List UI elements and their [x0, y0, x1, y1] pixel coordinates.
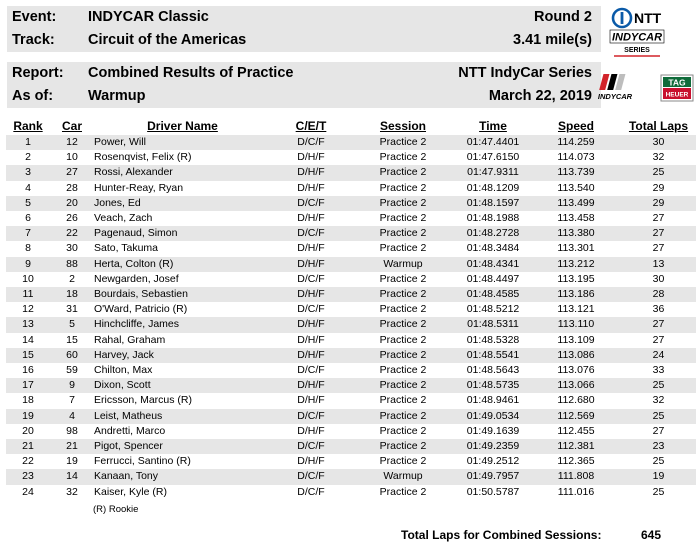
cell-driver: Rossi, Alexander	[94, 165, 271, 180]
cell-speed: 113.458	[557, 212, 595, 225]
cell-cet: D/H/F	[271, 348, 351, 363]
cell-rank: 20	[22, 424, 34, 437]
results-table	[6, 117, 696, 500]
cell-rank: 1	[6, 135, 50, 150]
cell-laps: 28	[621, 287, 696, 302]
cell-rank: 16	[22, 364, 34, 377]
report-name: Combined Results of Practice	[88, 65, 294, 81]
cell-rank: 10	[22, 272, 34, 285]
cell-driver: Hinchcliffe, James	[94, 317, 271, 332]
cell-speed: 113.195	[557, 272, 595, 285]
cell-rank: 18	[22, 394, 34, 407]
ntt-logo-text: NTT	[634, 10, 662, 26]
cell-car: 15	[66, 333, 78, 346]
cell-car: 10	[66, 151, 78, 164]
cell-car: 32	[66, 485, 78, 498]
cell-session: Practice 2	[351, 348, 455, 363]
cell-rank: 14	[22, 333, 34, 346]
cell-speed: 113.066	[531, 378, 621, 393]
cell-time: 01:47.6150	[466, 151, 520, 164]
results-body	[6, 135, 696, 500]
cell-rank: 17	[6, 378, 50, 393]
cell-laps: 19	[621, 469, 696, 484]
cell-rank: 11	[6, 287, 50, 302]
cell-session: Practice 2	[379, 242, 427, 255]
cell-cet: D/H/F	[271, 287, 351, 302]
cell-cet: D/C/F	[271, 439, 351, 454]
cell-laps: 25	[621, 165, 696, 180]
cell-laps: 13	[621, 257, 696, 272]
cell-rank: 2	[25, 151, 31, 164]
cell-car: 18	[50, 287, 94, 302]
cell-time: 01:48.5541	[455, 348, 531, 363]
cell-time: 01:48.1597	[455, 196, 531, 211]
cell-driver: Pigot, Spencer	[94, 439, 271, 454]
cell-cet: D/H/F	[297, 242, 325, 255]
indycar-small-logo	[596, 72, 634, 102]
series-name: NTT IndyCar Series	[458, 65, 592, 81]
cell-time: 01:48.5212	[466, 303, 520, 316]
cell-session: Practice 2	[379, 455, 427, 468]
table-row	[6, 241, 696, 256]
asof-value: Warmup	[88, 88, 146, 104]
round: Round 2	[534, 9, 592, 25]
cell-cet: D/H/F	[297, 424, 325, 437]
cell-driver: O'Ward, Patricio (R)	[94, 303, 188, 316]
table-row	[6, 196, 696, 211]
cell-driver: Dixon, Scott	[94, 378, 271, 393]
cell-cet: D/H/F	[271, 165, 351, 180]
cell-laps: 27	[621, 317, 696, 332]
cell-rank: 3	[6, 165, 50, 180]
event-name: INDYCAR Classic	[88, 9, 209, 25]
cell-laps: 25	[621, 409, 696, 424]
cell-cet: D/H/F	[297, 151, 325, 164]
table-row	[6, 363, 696, 378]
cell-laps: 25	[621, 378, 696, 393]
cell-time: 01:48.5643	[466, 364, 520, 377]
cell-time: 01:48.4341	[455, 257, 531, 272]
cell-laps: 32	[652, 394, 665, 407]
cell-cet: D/C/F	[271, 196, 351, 211]
cell-cet: D/C/F	[297, 364, 325, 377]
cell-rank: 5	[6, 196, 50, 211]
cell-speed: 113.121	[557, 303, 595, 316]
cell-rank: 13	[6, 317, 50, 332]
cell-speed: 114.259	[531, 135, 621, 150]
cell-car: 59	[66, 364, 78, 377]
cell-car: 27	[50, 165, 94, 180]
rookie-note: (R) Rookie	[93, 504, 139, 515]
report-label: Report:	[12, 65, 64, 81]
cell-time: 01:49.0534	[455, 409, 531, 424]
cell-speed: 113.086	[531, 348, 621, 363]
track-label: Track:	[12, 32, 55, 48]
cell-driver: Bourdais, Sebastien	[94, 287, 271, 302]
cell-rank: 24	[22, 485, 34, 498]
table-row	[6, 485, 696, 500]
cell-cet: D/H/F	[271, 257, 351, 272]
cell-car: 28	[66, 181, 78, 194]
cell-session: Practice 2	[351, 226, 455, 241]
track-length: 3.41 mile(s)	[513, 32, 592, 48]
cell-rank: 21	[6, 439, 50, 454]
cell-rank: 15	[6, 348, 50, 363]
cell-speed: 113.739	[531, 165, 621, 180]
cell-rank: 19	[6, 409, 50, 424]
cell-car: 7	[69, 394, 75, 407]
cell-driver: Ferrucci, Santino (R)	[94, 455, 191, 468]
cell-speed: 111.016	[557, 485, 595, 498]
cell-speed: 113.499	[531, 196, 621, 211]
col-session-header: Session	[379, 119, 427, 133]
cell-car: 2	[69, 272, 75, 285]
cell-session: Practice 2	[351, 196, 455, 211]
cell-speed: 113.380	[531, 226, 621, 241]
table-row	[6, 165, 696, 180]
cell-session: Practice 2	[379, 272, 427, 285]
cell-time: 01:48.3484	[466, 242, 520, 255]
col-laps-header: Total Laps	[628, 119, 689, 133]
report-header	[0, 0, 700, 107]
cell-laps: 27	[652, 333, 665, 346]
table-row	[6, 348, 696, 363]
cell-session: Practice 2	[379, 303, 427, 316]
cell-car: 12	[50, 135, 94, 150]
cell-speed: 112.455	[557, 424, 595, 437]
header-row	[6, 117, 696, 135]
cell-speed: 114.073	[557, 151, 595, 164]
cell-driver: Power, Will	[94, 135, 271, 150]
cell-cet: D/H/F	[271, 378, 351, 393]
event-label: Event:	[12, 9, 57, 25]
cell-cet: D/H/F	[297, 212, 325, 225]
cell-car: 30	[66, 242, 78, 255]
table-row	[6, 393, 696, 408]
table-row	[6, 317, 696, 332]
cell-laps: 27	[652, 242, 665, 255]
cell-car: 31	[66, 303, 78, 316]
cell-time: 01:48.4497	[466, 272, 520, 285]
table-row	[6, 302, 696, 317]
cell-speed: 112.365	[557, 455, 595, 468]
report-date: March 22, 2019	[488, 88, 592, 104]
cell-session: Practice 2	[379, 181, 427, 194]
cell-laps: 36	[652, 303, 665, 316]
table-row	[6, 211, 696, 226]
cell-session: Practice 2	[351, 317, 455, 332]
cell-session: Practice 2	[379, 424, 427, 437]
cell-driver: Jones, Ed	[94, 196, 271, 211]
cell-speed: 113.212	[531, 257, 621, 272]
asof-label: As of:	[12, 88, 54, 104]
cell-cet: D/H/F	[297, 333, 325, 346]
cell-driver: Harvey, Jack	[94, 348, 271, 363]
cell-speed: 113.540	[557, 181, 595, 194]
cell-session: Warmup	[351, 469, 455, 484]
cell-cet: D/H/F	[297, 394, 325, 407]
cell-laps: 32	[652, 151, 665, 164]
cell-car: 22	[50, 226, 94, 241]
cell-laps: 25	[652, 455, 665, 468]
cell-rank: 8	[25, 242, 31, 255]
table-row	[6, 378, 696, 393]
cell-car: 5	[50, 317, 94, 332]
cell-driver: Herta, Colton (R)	[94, 257, 271, 272]
cell-car: 4	[50, 409, 94, 424]
cell-driver: Kaiser, Kyle (R)	[94, 485, 167, 498]
cell-laps: 30	[652, 272, 665, 285]
cell-time: 01:48.5311	[455, 317, 531, 332]
ntt-indycar-series-logo	[608, 6, 666, 62]
cell-car: 20	[50, 196, 94, 211]
cell-driver: Rosenqvist, Felix (R)	[94, 151, 192, 164]
cell-rank: 4	[25, 181, 31, 194]
cell-cet: D/H/F	[271, 317, 351, 332]
cell-time: 01:49.2512	[466, 455, 520, 468]
cell-driver: Rahal, Graham	[94, 333, 166, 346]
cell-session: Practice 2	[351, 439, 455, 454]
cell-car: 14	[50, 469, 94, 484]
table-row	[6, 439, 696, 454]
tag-heuer-logo	[660, 74, 694, 102]
cell-rank: 12	[22, 303, 34, 316]
cell-driver: Newgarden, Josef	[94, 272, 179, 285]
cell-session: Practice 2	[379, 151, 427, 164]
table-row	[6, 135, 696, 150]
cell-session: Practice 2	[379, 485, 427, 498]
cell-laps: 23	[621, 439, 696, 454]
cell-time: 01:47.9311	[455, 165, 531, 180]
cell-speed: 113.301	[557, 242, 595, 255]
cell-car: 98	[66, 424, 78, 437]
cell-laps: 29	[621, 196, 696, 211]
cell-cet: D/C/F	[297, 485, 325, 498]
cell-session: Practice 2	[351, 409, 455, 424]
cell-speed: 112.381	[531, 439, 621, 454]
cell-laps: 30	[621, 135, 696, 150]
cell-car: 9	[50, 378, 94, 393]
cell-car: 26	[66, 212, 78, 225]
cell-time: 01:48.2728	[455, 226, 531, 241]
tag-text: TAG	[668, 77, 686, 88]
table-row	[6, 409, 696, 424]
cell-car: 19	[66, 455, 78, 468]
cell-session: Practice 2	[351, 165, 455, 180]
table-row	[6, 226, 696, 241]
table-row	[6, 257, 696, 272]
cell-time: 01:50.5787	[466, 485, 520, 498]
table-row	[6, 150, 696, 165]
cell-driver: Ericsson, Marcus (R)	[94, 394, 193, 407]
cell-cet: D/C/F	[271, 469, 351, 484]
cell-session: Warmup	[351, 257, 455, 272]
cell-speed: 113.076	[557, 364, 595, 377]
cell-laps: 27	[652, 424, 665, 437]
cell-driver: Andretti, Marco	[94, 424, 166, 437]
cell-session: Practice 2	[379, 212, 427, 225]
table-row	[6, 272, 696, 287]
cell-cet: D/H/F	[297, 455, 325, 468]
cell-laps: 33	[652, 364, 665, 377]
cell-laps: 25	[652, 485, 665, 498]
indycar-logo-text: INDYCAR	[611, 31, 663, 44]
cell-rank: 23	[6, 469, 50, 484]
col-rank-header: Rank	[13, 119, 43, 133]
cell-speed: 111.808	[531, 469, 621, 484]
cell-time: 01:48.5735	[455, 378, 531, 393]
cell-speed: 112.569	[531, 409, 621, 424]
cell-cet: D/C/F	[271, 135, 351, 150]
cell-time: 01:47.4401	[455, 135, 531, 150]
track-name: Circuit of the Americas	[88, 32, 247, 48]
total-laps-value: 645	[641, 528, 662, 542]
cell-driver: Hunter-Reay, Ryan	[94, 181, 184, 194]
col-speed-header: Speed	[557, 119, 594, 133]
cell-laps: 27	[652, 212, 665, 225]
cell-driver: Kanaan, Tony	[94, 469, 271, 484]
cell-laps: 24	[621, 348, 696, 363]
cell-time: 01:49.7957	[455, 469, 531, 484]
table-row	[6, 469, 696, 484]
cell-session: Practice 2	[351, 287, 455, 302]
cell-cet: D/H/F	[297, 181, 325, 194]
cell-time: 01:48.9461	[466, 394, 520, 407]
cell-session: Practice 2	[379, 333, 427, 346]
ntt-circle-bar	[621, 12, 624, 24]
cell-speed: 113.110	[531, 317, 621, 332]
cell-cet: D/C/F	[297, 303, 325, 316]
cell-driver: Sato, Takuma	[94, 242, 159, 255]
cell-time: 01:48.1209	[466, 181, 520, 194]
table-row	[6, 287, 696, 302]
cell-speed: 112.680	[557, 394, 595, 407]
cell-car: 60	[50, 348, 94, 363]
total-laps-label: Total Laps for Combined Sessions:	[401, 528, 602, 542]
cell-car: 88	[50, 257, 94, 272]
cell-rank: 9	[6, 257, 50, 272]
cell-driver: Chilton, Max	[94, 364, 153, 377]
cell-cet: D/C/F	[297, 272, 325, 285]
table-row	[6, 454, 696, 469]
cell-time: 01:49.2359	[455, 439, 531, 454]
cell-session: Practice 2	[379, 394, 427, 407]
cell-session: Practice 2	[351, 378, 455, 393]
table-row	[6, 424, 696, 439]
col-cet-header: C/E/T	[295, 119, 327, 133]
cell-cet: D/C/F	[271, 409, 351, 424]
cell-speed: 113.109	[557, 333, 595, 346]
table-row	[6, 181, 696, 196]
cell-time: 01:49.1639	[466, 424, 520, 437]
cell-rank: 6	[25, 212, 31, 225]
cell-laps: 27	[621, 226, 696, 241]
cell-time: 01:48.5328	[466, 333, 520, 346]
series-logo-text: SERIES	[624, 47, 650, 54]
cell-driver: Veach, Zach	[94, 212, 153, 225]
col-car-header: Car	[61, 119, 82, 133]
cell-driver: Leist, Matheus	[94, 409, 271, 424]
cell-session: Practice 2	[379, 364, 427, 377]
cell-rank: 22	[22, 455, 34, 468]
cell-session: Practice 2	[351, 135, 455, 150]
indycar-small-text: INDYCAR	[597, 92, 633, 101]
col-driver-header: Driver Name	[147, 119, 218, 133]
table-row	[6, 333, 696, 348]
cell-cet: D/C/F	[271, 226, 351, 241]
cell-time: 01:48.1988	[466, 212, 520, 225]
cell-laps: 29	[652, 181, 665, 194]
cell-driver: Pagenaud, Simon	[94, 226, 271, 241]
cell-time: 01:48.4585	[455, 287, 531, 302]
heuer-text: HEUER	[665, 91, 689, 99]
cell-rank: 7	[6, 226, 50, 241]
col-time-header: Time	[479, 119, 507, 133]
cell-car: 21	[50, 439, 94, 454]
cell-speed: 113.186	[531, 287, 621, 302]
